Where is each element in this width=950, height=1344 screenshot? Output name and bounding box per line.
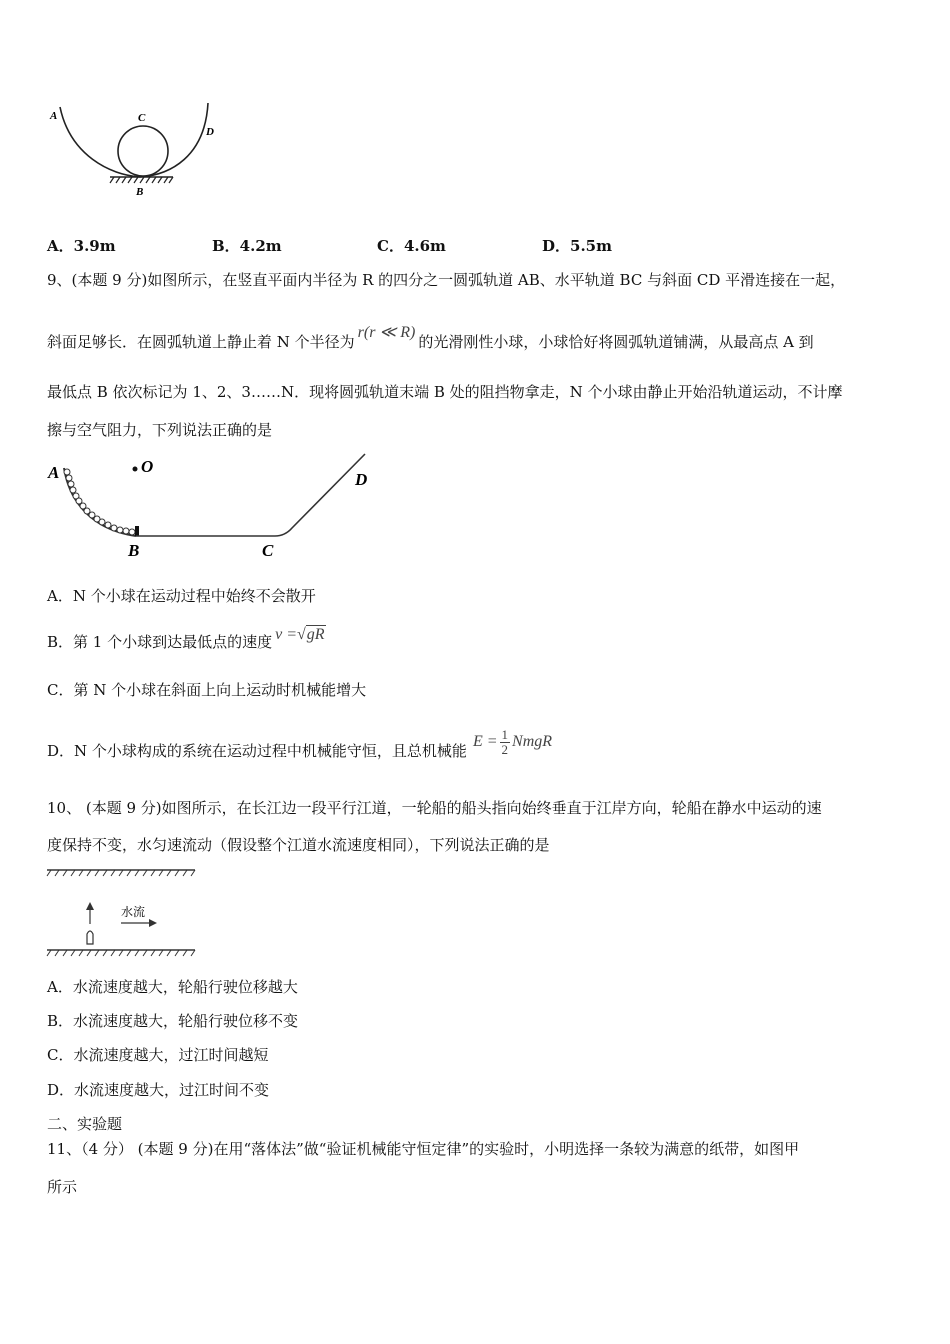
- q10-option-a: A．水流速度越大，轮船行驶位移越大: [47, 978, 298, 996]
- q10-boat-arrow-head: [86, 902, 94, 910]
- q9-radius-formula: r(r ≪ R): [357, 324, 416, 341]
- q9-label-o: O: [141, 457, 154, 476]
- q8-option-b: B．4.2m: [212, 237, 282, 255]
- q9-line-2-text-a: 斜面足够长．在圆弧轨道上静止着 N 个半径为: [47, 333, 355, 351]
- q9-label-a: A: [48, 463, 60, 482]
- q8-circle: [118, 126, 168, 176]
- q9-option-d-denominator: 2: [501, 742, 509, 757]
- q10-flow-label: 水流: [121, 905, 146, 919]
- q10-line-2: 度保持不变，水匀速流动（假设整个江道水流速度相同），下列说法正确的是: [47, 836, 550, 854]
- q9-option-d: [47, 727, 553, 767]
- q9-option-d-text: D．N 个小球构成的系统在运动过程中机械能守恒，且总机械能: [47, 742, 467, 761]
- q9-option-a: A．N 个小球在运动过程中始终不会散开: [47, 587, 316, 605]
- q9-option-b-lhs: v =: [275, 626, 298, 643]
- q8-figure: [40, 95, 230, 205]
- q8-track-arc: [60, 103, 208, 177]
- q9-option-b-text: B．第 1 个小球到达最低点的速度: [47, 633, 273, 651]
- q8-label-a: A: [50, 110, 58, 122]
- q10-option-d: D．水流速度越大，过江时间不变: [47, 1081, 270, 1099]
- q10-option-b: B．水流速度越大，轮船行驶位移不变: [47, 1012, 299, 1030]
- q9-option-d-formula: [472, 727, 553, 757]
- q9-incline: [275, 454, 368, 536]
- q9-option-b: [47, 626, 326, 653]
- q9-label-b: B: [128, 541, 140, 560]
- q8-label-d: D: [206, 126, 214, 138]
- q10-option-c: C．水流速度越大，过江时间越短: [47, 1046, 269, 1064]
- q8-label-c: C: [138, 112, 146, 124]
- q9-label-d: D: [355, 470, 368, 489]
- q8-option-d: D．5.5m: [542, 237, 612, 255]
- q9-option-d-rhs: NmgR: [512, 733, 553, 751]
- q9-option-c: C．第 N 个小球在斜面上向上运动时机械能增大: [47, 681, 367, 699]
- q9-option-b-radicand: gR: [306, 626, 325, 643]
- q10-line-1: 10、 (本题 9 分)如图所示，在长江边一段平行江道，一轮船的船头指向始终垂直于江岸方向，轮船在静水中运动的速: [47, 799, 822, 817]
- q10-boat: [87, 931, 93, 944]
- q9-line-4: 擦与空气阻力，下列说法正确的是: [47, 421, 273, 439]
- q11-line-2: 所示: [47, 1178, 78, 1196]
- q9-arc-track: [64, 468, 136, 536]
- q9-stopper: [135, 526, 139, 536]
- q9-line-2-text-b: 的光滑刚性小球，小球恰好将圆弧轨道铺满，从最高点 A 到: [418, 333, 814, 351]
- q8-ground-hatch: [110, 177, 173, 183]
- section-title-experiment: 二、实验题: [47, 1115, 123, 1133]
- q9-balls: [64, 469, 135, 535]
- q9-line-2: [47, 324, 814, 353]
- q9-option-d-lhs: E =: [472, 733, 498, 751]
- q8-option-c: C．4.6m: [377, 237, 446, 255]
- q10-flow-arrow-head: [149, 919, 157, 927]
- q9-figure: [40, 450, 380, 565]
- q9-option-d-numerator: 1: [501, 727, 509, 742]
- q11-line-1: 11、（4 分） (本题 9 分)在用“落体法”做“验证机械能守恒定律”的实验时，小明选择一条较为满意的纸带，如图甲: [47, 1140, 800, 1158]
- q10-far-bank-hatch: [47, 870, 195, 876]
- q9-center-point: [133, 467, 138, 472]
- q9-label-c: C: [262, 541, 274, 560]
- q9-option-b-formula: v =√gR: [275, 626, 325, 643]
- q10-near-bank-hatch: [47, 950, 195, 956]
- q9-line-3: 最低点 B 依次标记为 1、2、3……N．现将圆弧轨道末端 B 处的阻挡物拿走，N 个小球由静止开始沿轨道运动，不计摩: [47, 383, 843, 401]
- q8-option-a: A．3.9m: [47, 237, 116, 255]
- q10-figure: [45, 866, 200, 961]
- q9-line-1: 9、(本题 9 分)如图所示，在竖直平面内半径为 R 的四分之一圆弧轨道 AB、水平轨道 BC 与斜面 CD 平滑连接在一起，: [47, 271, 846, 289]
- q8-label-b: B: [136, 186, 144, 198]
